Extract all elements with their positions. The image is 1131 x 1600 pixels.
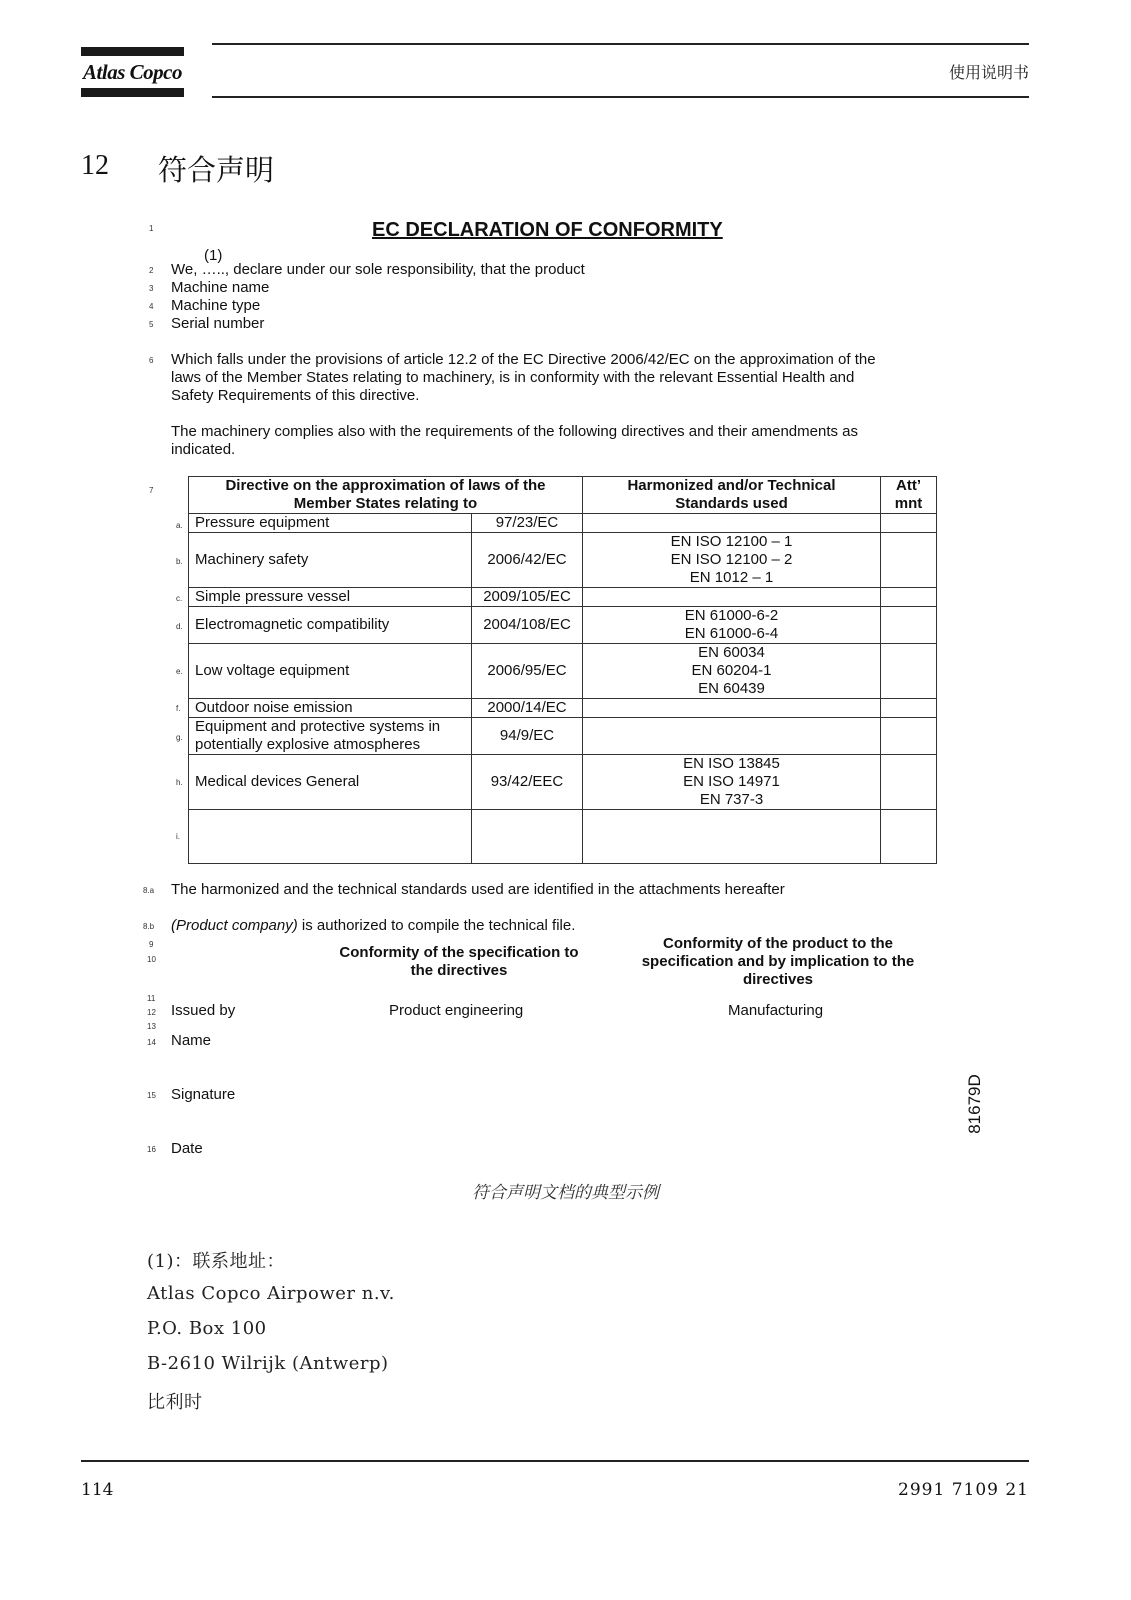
- authorized-text: is authorized to compile the technical file.: [297, 917, 576, 934]
- row-label: f.: [176, 704, 181, 713]
- line-number: 7: [149, 486, 154, 495]
- line-number: 6: [149, 356, 154, 365]
- line-number: 1: [149, 224, 154, 233]
- directive-cell: Simple pressure vessel: [189, 588, 472, 607]
- row-label: i.: [176, 832, 180, 841]
- header-rule-top: [212, 43, 1029, 45]
- code-cell: 97/23/EC: [472, 514, 583, 533]
- att-cell: [881, 588, 937, 607]
- product-company: (Product company): [171, 917, 298, 934]
- line-number: 10: [147, 955, 156, 964]
- line-number: 15: [147, 1091, 156, 1100]
- harmonized-note: The harmonized and the technical standards used are identified in the attachments hereafter: [171, 881, 785, 898]
- field-machine-type: Machine type: [171, 297, 261, 314]
- header-standards: Harmonized and/or Technical Standards used: [583, 477, 881, 514]
- directives-table: [188, 476, 937, 864]
- footnote-marker: (1): [204, 247, 223, 264]
- section-number: 12: [81, 150, 109, 181]
- standards-cell: [583, 810, 881, 864]
- directive-cell: Outdoor noise emission: [189, 699, 472, 718]
- directive-cell: Equipment and protective systems in potentially explosive atmospheres: [189, 718, 472, 755]
- standards-cell: [583, 699, 881, 718]
- standards-cell: EN 60034 EN 60204-1 EN 60439: [583, 644, 881, 699]
- att-cell: [881, 718, 937, 755]
- standards-cell: [583, 588, 881, 607]
- line-number: 14: [147, 1038, 156, 1047]
- code-cell: 94/9/EC: [472, 718, 583, 755]
- line-number: 9: [149, 940, 154, 949]
- complies-line: The machinery complies also with the requirements of the following directives and their amendments as: [171, 423, 858, 440]
- code-cell: 93/42/EEC: [472, 755, 583, 810]
- row-label: d.: [176, 622, 183, 631]
- standards-cell: EN ISO 12100 – 1 EN ISO 12100 – 2 EN 1012 – 1: [583, 533, 881, 588]
- code-cell: 2006/95/EC: [472, 644, 583, 699]
- standards-cell: EN 61000-6-2 EN 61000-6-4: [583, 607, 881, 644]
- signature-label: Signature: [171, 1086, 236, 1103]
- table-row: [189, 699, 937, 718]
- code-cell: 2000/14/EC: [472, 699, 583, 718]
- directive-cell: Machinery safety: [189, 533, 472, 588]
- table-row: [189, 514, 937, 533]
- att-cell: [881, 533, 937, 588]
- att-cell: [881, 644, 937, 699]
- table-row: [189, 718, 937, 755]
- line-number: 3: [149, 284, 154, 293]
- standards-cell: [583, 718, 881, 755]
- field-serial-number: Serial number: [171, 315, 265, 332]
- directive-cell: Electromagnetic compatibility: [189, 607, 472, 644]
- code-cell: 2009/105/EC: [472, 588, 583, 607]
- row-label: g.: [176, 733, 183, 742]
- code-cell: [472, 810, 583, 864]
- code-cell: 2004/108/EC: [472, 607, 583, 644]
- table-row: [189, 588, 937, 607]
- contact-line: B-2610 Wilrijk (Antwerp): [147, 1353, 389, 1374]
- section-title: 符合声明: [158, 153, 275, 187]
- line-number: 8.a: [143, 886, 155, 895]
- table-row: [189, 607, 937, 644]
- row-label: e.: [176, 667, 183, 676]
- line-number: 11: [147, 994, 156, 1003]
- line-number: 4: [149, 302, 154, 311]
- att-cell: [881, 755, 937, 810]
- line-number: 12: [147, 1008, 156, 1017]
- contact-line: 比利时: [147, 1392, 203, 1413]
- provisions-line: Safety Requirements of this directive.: [171, 387, 420, 404]
- table-row: [189, 810, 937, 864]
- row-label: a.: [176, 521, 183, 530]
- conformity-spec-heading: Conformity of the specification to the directives: [339, 944, 579, 979]
- brand-logo: Atlas Copco: [83, 60, 182, 84]
- logo-bar-bottom: [81, 88, 184, 97]
- issued-by-label: Issued by: [171, 1002, 236, 1019]
- date-label: Date: [171, 1140, 203, 1157]
- document-code: 2991 7109 21: [898, 1480, 1029, 1500]
- directive-cell: Low voltage equipment: [189, 644, 472, 699]
- page-number: 114: [81, 1480, 114, 1500]
- header-attachment: Att’ mnt: [881, 477, 937, 514]
- att-cell: [881, 699, 937, 718]
- declaration-title: EC DECLARATION OF CONFORMITY: [372, 219, 723, 241]
- table-row: [189, 755, 937, 810]
- line-number: 8.b: [143, 922, 155, 931]
- conformity-product-heading: Conformity of the product to the specification and by implication to the directives: [641, 935, 915, 988]
- figure-code: 81679D: [965, 1074, 984, 1134]
- table-header-row: [189, 477, 937, 514]
- contact-line: P.O. Box 100: [147, 1318, 267, 1339]
- directive-cell: [189, 810, 472, 864]
- complies-line: indicated.: [171, 441, 236, 458]
- contact-label: (1)：联系地址：: [147, 1251, 285, 1272]
- header-rule-bottom: [212, 96, 1029, 98]
- att-cell: [881, 514, 937, 533]
- provisions-line: laws of the Member States relating to machinery, is in conformity with the relevant Essential Health and: [171, 369, 855, 386]
- directive-cell: Pressure equipment: [189, 514, 472, 533]
- code-cell: 2006/42/EC: [472, 533, 583, 588]
- row-label: b.: [176, 557, 183, 566]
- row-label: c.: [176, 594, 183, 603]
- standards-cell: [583, 514, 881, 533]
- provisions-line: Which falls under the provisions of article 12.2 of the EC Directive 2006/42/EC on the approximation of the: [171, 351, 876, 368]
- table-row: [189, 644, 937, 699]
- logo-bar-top: [81, 47, 184, 56]
- directive-cell: Medical devices General: [189, 755, 472, 810]
- footer-rule: [81, 1460, 1029, 1462]
- header-directive: Directive on the approximation of laws of the Member States relating to: [189, 477, 583, 514]
- contact-line: Atlas Copco Airpower n.v.: [147, 1283, 395, 1304]
- standards-cell: EN ISO 13845 EN ISO 14971 EN 737-3: [583, 755, 881, 810]
- table-row: [189, 533, 937, 588]
- authorized-line: [171, 917, 575, 935]
- line-number: 2: [149, 266, 154, 275]
- product-engineering-label: Product engineering: [389, 1002, 524, 1019]
- name-label: Name: [171, 1032, 212, 1049]
- att-cell: [881, 810, 937, 864]
- figure-caption: 符合声明文档的典型示例: [472, 1183, 659, 1203]
- line-number: 13: [147, 1022, 156, 1031]
- line-number: 5: [149, 320, 154, 329]
- manufacturing-label: Manufacturing: [728, 1002, 824, 1019]
- field-machine-name: Machine name: [171, 279, 270, 296]
- manual-label: 使用说明书: [948, 63, 1029, 82]
- att-cell: [881, 607, 937, 644]
- intro-text: We, ….., declare under our sole responsibility, that the product: [171, 261, 585, 278]
- line-number: 16: [147, 1145, 156, 1154]
- row-label: h.: [176, 778, 183, 787]
